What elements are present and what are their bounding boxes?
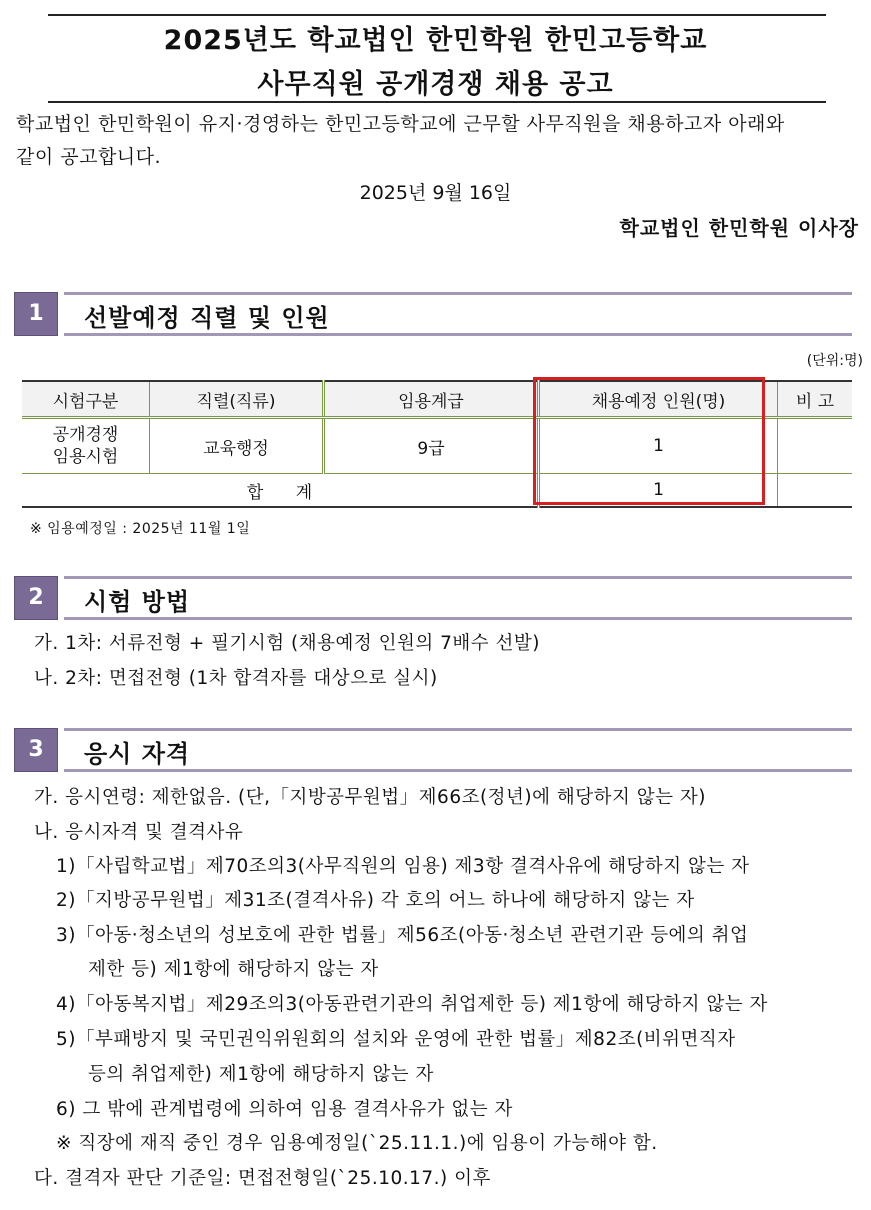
list-item: 6) 그 밖에 관계법령에 의하여 임용 결격사유가 없는 자: [56, 1099, 513, 1120]
section-number-badge: 1: [14, 292, 58, 336]
list-item: 나. 2차: 면접전형 (1차 합격자를 대상으로 실시): [34, 668, 438, 689]
section-rule-bottom: [64, 617, 852, 620]
list-item: 가. 응시연령: 제한없음. (단,「지방공무원법」제66조(정년)에 해당하지 않는 자): [34, 787, 706, 808]
list-item: 등의 취업제한) 제1항에 해당하지 않는 자: [88, 1064, 434, 1085]
list-item: 5)「부패방지 및 국민권익위원회의 설치와 운영에 관한 법률」제82조(비위면직자: [56, 1029, 736, 1050]
intro-paragraph: [16, 108, 861, 174]
appointment-date-note: ※ 임용예정일 : 2025년 11월 1일: [30, 521, 251, 537]
cell-grade: 9급: [324, 418, 539, 474]
cell-count: 1: [539, 418, 778, 474]
list-item: 가. 1차: 서류전형 + 필기시험 (채용예정 인원의 7배수 선발): [34, 633, 540, 654]
page-title: 2025년도 학교법인 한민학원 한민고등학교: [163, 25, 708, 56]
cell-exam-type-line2: 임용시험: [52, 447, 119, 467]
col-header-series: 직렬(직류): [150, 381, 324, 418]
list-item: 4)「아동복지법」제29조의3(아동관련기관의 취업제한 등) 제1항에 해당하지 않는 자: [56, 994, 768, 1015]
cell-exam-type: [22, 418, 150, 474]
list-item: 나. 응시자격 및 결격사유: [34, 822, 244, 843]
list-item: 3)「아동·청소년의 성보호에 관한 법률」제56조(아동·청소년 관련기관 등에의 취업: [56, 925, 749, 946]
section-title: 선발예정 직렬 및 인원: [84, 304, 330, 332]
title-top-rule: [48, 14, 826, 16]
total-remark: [778, 474, 853, 508]
cell-exam-type-line1: 공개경쟁: [52, 425, 119, 445]
section-title: 응시 자격: [84, 740, 191, 768]
list-item-note: ※ 직장에 재직 중인 경우 임용예정일(`25.11.1.)에 임용이 가능해야 함.: [56, 1133, 658, 1154]
section-3-header: [14, 728, 852, 772]
section-rule-bottom: [64, 769, 852, 772]
section-1-header: [14, 292, 852, 336]
list-item: 제한 등) 제1항에 해당하지 않는 자: [88, 959, 379, 980]
list-item: 1)「사립학교법」제70조의3(사무직원의 임용) 제3항 결격사유에 해당하지 않는 자: [56, 856, 750, 877]
section-rule-top: [64, 292, 852, 295]
section-2-header: [14, 576, 852, 620]
intro-line-2: 같이 공고합니다.: [16, 146, 162, 168]
cell-series: 교육행정: [150, 418, 324, 474]
total-label: 합 계: [22, 474, 539, 508]
section-number-badge: 2: [14, 576, 58, 620]
section-rule-top: [64, 576, 852, 579]
section-rule-top: [64, 728, 852, 731]
section-title: 시험 방법: [84, 588, 191, 616]
col-header-grade: 임용계급: [324, 381, 539, 418]
col-header-count: 채용예정 인원(명): [539, 381, 778, 418]
section-rule-bottom: [64, 333, 852, 336]
col-header-remark: 비 고: [778, 381, 853, 418]
announcement-date: 2025년 9월 16일: [359, 182, 512, 204]
title-bottom-rule: [48, 101, 826, 103]
issuer-name: 학교법인 한민학원 이사장: [619, 216, 859, 240]
section-number-badge: 3: [14, 728, 58, 772]
page-subtitle: 사무직원 공개경쟁 채용 공고: [257, 69, 614, 100]
list-item: 다. 결격자 판단 기준일: 면접전형일(`25.10.17.) 이후: [34, 1168, 491, 1189]
unit-label: (단위:명): [806, 353, 863, 369]
highlight-box: [533, 377, 765, 505]
total-count: 1: [539, 474, 778, 508]
cell-remark: [778, 418, 853, 474]
intro-line-1: 학교법인 한민학원이 유지·경영하는 한민고등학교에 근무할 사무직원을 채용하고자 아래와: [16, 113, 785, 135]
col-header-exam-type: 시험구분: [22, 381, 150, 418]
list-item: 2)「지방공무원법」제31조(결격사유) 각 호의 어느 하나에 해당하지 않는 자: [56, 890, 695, 911]
